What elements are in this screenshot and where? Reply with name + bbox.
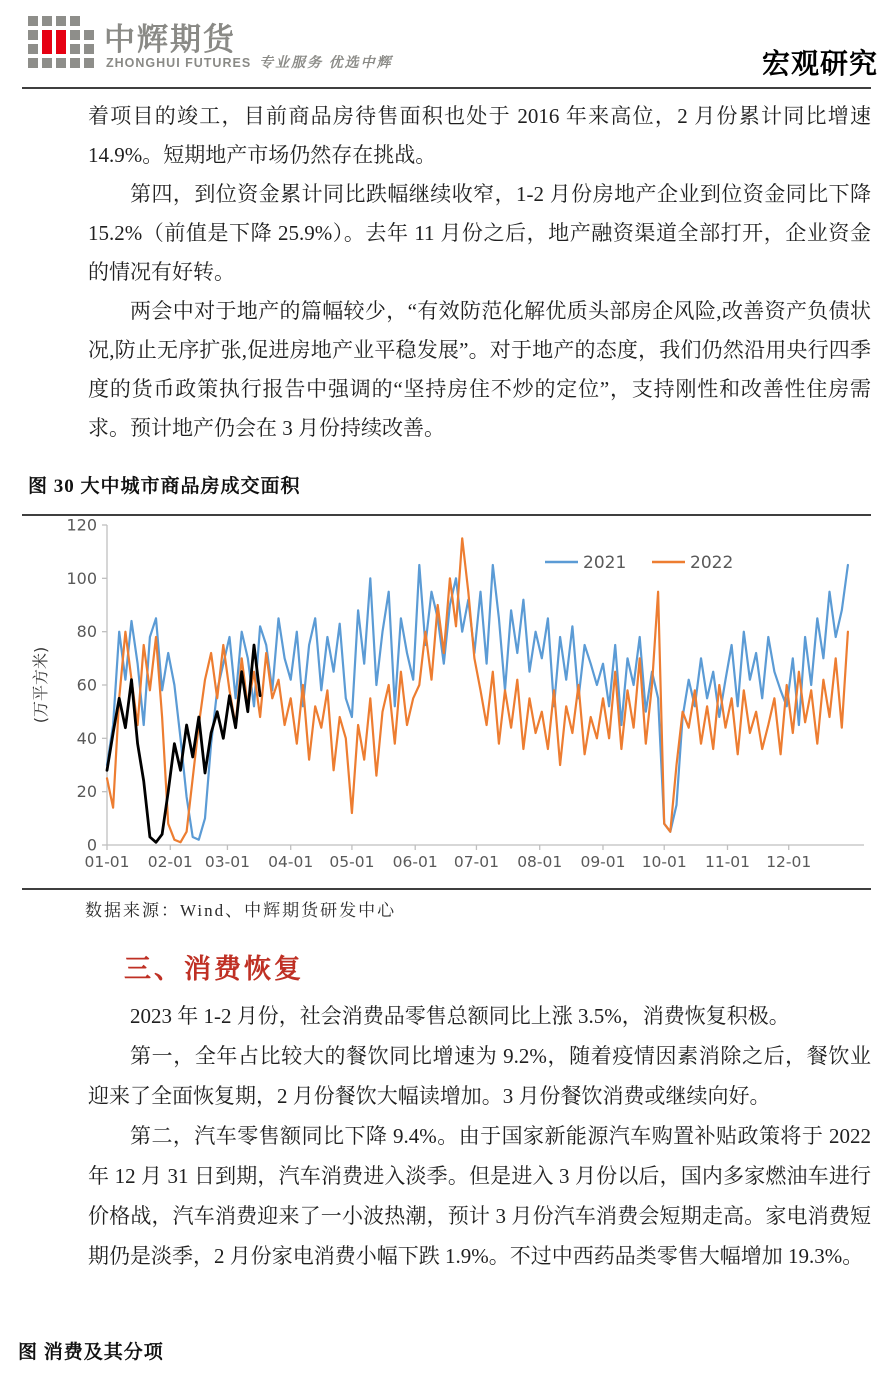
header-divider [22, 87, 871, 89]
y-tick-label: 60 [76, 675, 97, 695]
logo-square [28, 44, 38, 54]
y-tick-label: 80 [76, 622, 97, 642]
line-chart [0, 516, 894, 884]
body-text-consumption [88, 996, 871, 1276]
zhonghui-logo-icon [28, 16, 98, 74]
x-tick-label: 12-01 [766, 853, 812, 871]
data-source-note: 数据来源：Wind、中辉期货研发中心 [85, 901, 397, 920]
logo-square [56, 16, 66, 26]
y-tick-label: 20 [76, 782, 97, 802]
logo-square [70, 16, 80, 26]
logo-square [28, 16, 38, 26]
x-tick-label: 05-01 [329, 853, 375, 871]
logo-square [42, 16, 52, 26]
brand-en-text: ZHONGHUI FUTURES [106, 56, 252, 70]
logo-square [70, 58, 80, 68]
logo-square [56, 58, 66, 68]
logo-red-bar [42, 30, 52, 54]
x-tick-label: 02-01 [147, 853, 193, 871]
section-heading-consumption: 三、消费恢复 [124, 954, 304, 984]
logo-square [70, 44, 80, 54]
y-tick-label: 40 [76, 728, 97, 748]
x-tick-label: 09-01 [580, 853, 626, 871]
paragraph: 两会中对于地产的篇幅较少，“有效防范化解优质头部房企风险,改善资产负债状况,防止无序扩张,促进房地产业平稳发展”。对于地产的态度，我们仍然沿用央行四季度的货币政策执行报告中强调的“坚持房住不炒的定位”，支持刚性和改善性住房需求。预计地产仍会在 3 月份持续改善。 [88, 299, 871, 440]
logo-square [84, 30, 94, 40]
logo-red-bar [56, 30, 66, 54]
report-section-label: 宏观研究 [761, 47, 878, 80]
x-tick-label: 07-01 [453, 853, 499, 871]
chart-bottom-divider [22, 888, 871, 890]
logo-square [28, 58, 38, 68]
x-tick-label: 06-01 [392, 853, 438, 871]
y-tick-label: 100 [66, 568, 97, 588]
brand-slogan: 专业服务 优选中辉 [259, 56, 393, 71]
x-tick-label: 01-01 [84, 853, 130, 871]
logo-square [42, 58, 52, 68]
brand-name-en [106, 52, 393, 72]
brand-name-cn: 中辉期货 [104, 22, 236, 57]
paragraph: 第二，汽车零售额同比下降 9.4%。由于国家新能源汽车购置补贴政策将于 2022 年 12 月 31 日到期，汽车消费进入淡季。但是进入 3 月份以后，国内多家燃油车进行价格战，汽车消费迎来了一小波热潮，预计 3 月份汽车消费会短期走高。家电消费短期仍是淡季，2 月份家电消费小幅下跌 1.9%。不过中西药品类零售大幅增加 19.3%。 [88, 1124, 871, 1268]
logo-square [28, 30, 38, 40]
paragraph: 第四，到位资金累计同比跌幅继续收窄，1-2 月份房地产企业到位资金同比下降 15.2%（前值是下降 25.9%）。去年 11 月份之后，地产融资渠道全部打开，企业资金的情况有好转。 [88, 182, 871, 284]
legend-label-2021: 2021 [583, 553, 627, 573]
x-tick-label: 04-01 [268, 853, 314, 871]
paragraph: 2023 年 1-2 月份，社会消费品零售总额同比上涨 3.5%，消费恢复积极。 [130, 1004, 790, 1028]
paragraph: 着项目的竣工，目前商品房待售面积也处于 2016 年来高位，2 月份累计同比增速 14.9%。短期地产市场仍然存在挑战。 [88, 104, 871, 167]
y-tick-label: 0 [86, 835, 97, 855]
logo-square [70, 30, 80, 40]
x-tick-label: 11-01 [704, 853, 751, 871]
series-2021 [107, 565, 848, 840]
x-tick-label: 10-01 [641, 853, 687, 871]
figure2-caption: 图 消费及其分项 [18, 1342, 164, 1363]
legend-label-2022: 2022 [690, 553, 734, 573]
x-tick-label: 03-01 [204, 853, 250, 871]
paragraph: 第一，全年占比较大的餐饮同比增速为 9.2%，随着疫情因素消除之后，餐饮业迎来了全面恢复期，2 月份餐饮大幅读增加。3 月份餐饮消费或继续向好。 [88, 1044, 871, 1108]
logo-square [84, 58, 94, 68]
housing-transaction-chart [0, 516, 894, 884]
body-text-real-estate [88, 97, 871, 448]
y-axis-title: (万平方米) [31, 646, 50, 724]
x-tick-label: 08-01 [517, 853, 563, 871]
y-tick-label: 120 [66, 516, 97, 535]
figure1-caption: 图 30 大中城市商品房成交面积 [28, 476, 301, 497]
logo-square [84, 44, 94, 54]
